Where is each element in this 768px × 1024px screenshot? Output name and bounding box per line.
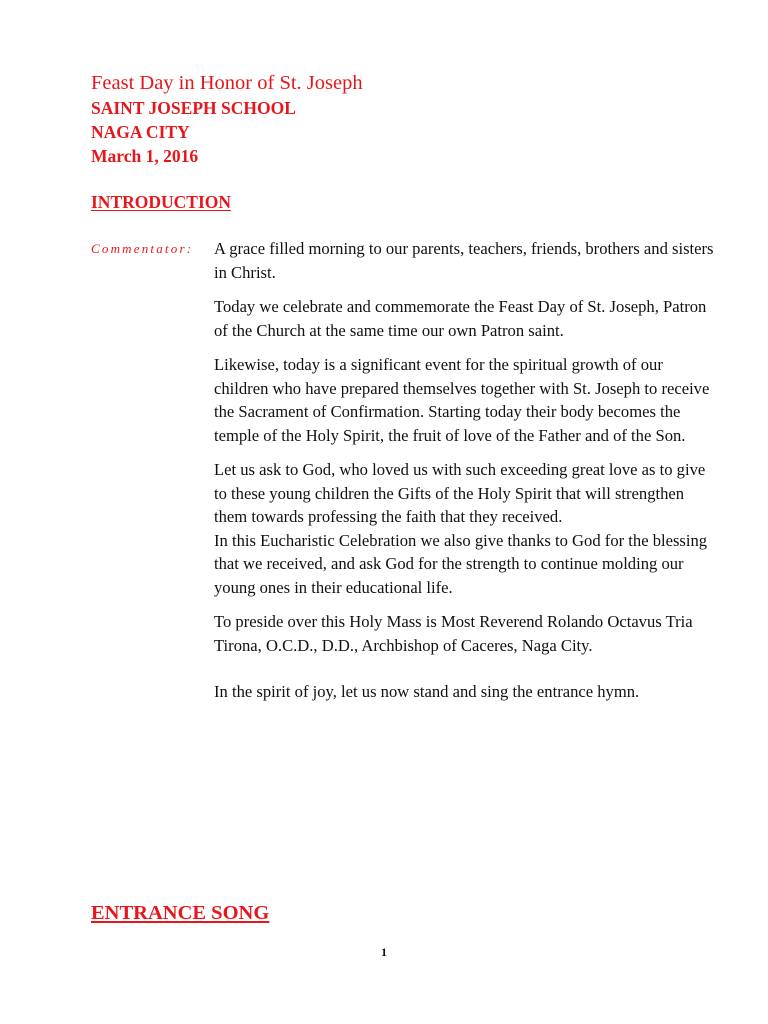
introduction-body [214, 237, 714, 704]
introduction-heading: INTRODUCTION [91, 192, 232, 212]
city-name: NAGA CITY [91, 122, 190, 142]
school-name: SAINT JOSEPH SCHOOL [91, 98, 296, 118]
intro-paragraph-confirmation: Likewise, today is a significant event for the spiritual growth of our children who have prepared themselves together with St. Joseph to receive the Sacrament of Confirmation. Starting today their body becomes the temple of the Holy Spirit, the fruit of love of the Father and of the Son. [214, 355, 710, 445]
intro-paragraph-hymn: In the spirit of joy, let us now stand and sing the entrance hymn. [214, 682, 640, 701]
intro-paragraph-celebration: Today we celebrate and commemorate the Feast Day of St. Joseph, Patron of the Church at the same time our own Patron saint. [214, 297, 707, 340]
intro-paragraph-thanks: In this Eucharistic Celebration we also give thanks to God for the blessing that we received, and ask God for the strength to continue molding our young ones in their educational life. [214, 530, 708, 597]
entrance-song-heading: ENTRANCE SONG [91, 902, 270, 924]
intro-paragraph-presider: To preside over this Holy Mass is Most Reverend Rolando Octavus Tria Tirona, O.C.D., D.D., Archbishop of Caceres, Naga City. [214, 612, 693, 655]
intro-paragraph-gifts: Let us ask to God, who loved us with such exceeding great love as to give to these young children the Gifts of the Holy Spirit that will strengthen them towards professing the faith that they received. [214, 460, 706, 526]
intro-paragraph-greeting: A grace filled morning to our parents, teachers, friends, brothers and sisters in Christ. [214, 239, 714, 282]
event-date: March 1, 2016 [91, 146, 199, 166]
page-number: 1 [381, 945, 387, 959]
speaker-label: Commentator: [91, 241, 194, 256]
document-title: Feast Day in Honor of St. Joseph [91, 72, 363, 94]
